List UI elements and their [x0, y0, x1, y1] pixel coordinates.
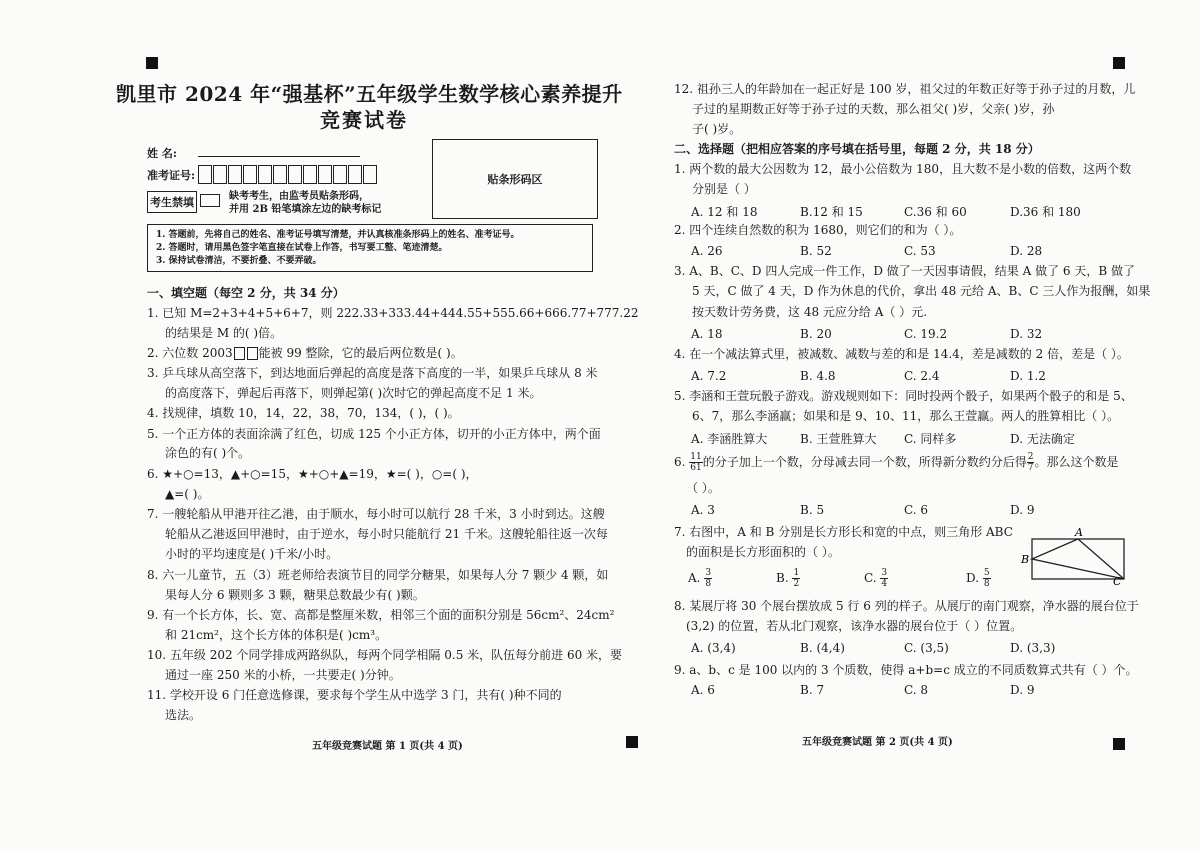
question-line: 12. 祖孙三人的年龄加在一起正好是 100 岁，祖父过的年数正好等于孙子过的月数，儿 — [674, 82, 1136, 96]
name-field[interactable] — [198, 156, 360, 157]
option: C. 8 — [904, 683, 929, 697]
option: B. (4,4) — [800, 641, 845, 655]
option: A. 7.2 — [691, 369, 727, 383]
option: A. 3 — [691, 503, 715, 517]
option: B. 王萱胜算大 — [800, 432, 877, 446]
option: A. 26 — [691, 244, 723, 258]
figure-label-c: C — [1113, 575, 1122, 587]
question-line: 2. 四个连续自然数的积为 1680，则它们的和为（ ）。 — [674, 223, 962, 237]
question-line: 的面积是长方形面积的（ ）。 — [686, 545, 840, 559]
option: D.36 和 180 — [1010, 205, 1081, 219]
question-line: 分别是（ ） — [692, 182, 756, 196]
notice-box: 1. 答题前，先将自己的姓名、准考证号填写清楚，并认真核准条形码上的姓名、准考证号。 2. 答题时，请用黑色签字笔直接在试卷上作答，书写要工整、笔迹清楚。 3. 保持试卷清洁，不要折叠、不要弄破。 — [147, 224, 593, 272]
option: D. 1.2 — [1010, 369, 1046, 383]
question-line: 11. 学校开设 6 门任意选修课，要求每个学生从中选学 3 门，共有( )种不同的 — [147, 688, 562, 702]
question-line: 1. 已知 M=2+3+4+5+6+7，则 222.33+333.44+444.55+555.66+666.77+777.22 — [147, 306, 639, 320]
registration-mark-bottom-mid — [626, 736, 638, 748]
option: B. 52 — [800, 244, 832, 258]
registration-mark-top-left — [146, 57, 158, 69]
option: B. 20 — [800, 327, 832, 341]
question-line: 2. 六位数 2003 能被 99 整除，它的最后两位数是( )。 — [147, 346, 463, 360]
option: C. 同样多 — [904, 432, 957, 446]
question-line: 10. 五年级 202 个同学排成两路纵队，每两个同学相隔 0.5 米，队伍每分前进 60 米，要 — [147, 648, 623, 662]
question-line: 5 天，C 做了 4 天，D 作为休息的代价，拿出 48 元给 A、B、C 三人作为报酬，如果 — [692, 284, 1151, 298]
question-line: 6、7，那么李涵赢；如果和是 9、10、11，那么王萱赢。两人的胜算相比（ ）。 — [692, 409, 1120, 423]
question-line: 选法。 — [165, 708, 202, 722]
option: C. 6 — [904, 503, 929, 517]
option: B. $\frac{1}{2}$ — [776, 568, 800, 589]
question-line: 5. 李涵和王萱玩骰子游戏。游戏规则如下：同时投两个骰子，如果两个骰子的和是 5、 — [674, 389, 1133, 403]
option: A. (3,4) — [691, 641, 736, 655]
page-footer: 五年级竞赛试题 第 2 页(共 4 页) — [802, 737, 953, 748]
option: A. 12 和 18 — [691, 205, 758, 219]
exam-number-label: 准考证号: — [147, 169, 196, 182]
option: C. (3,5) — [904, 641, 949, 655]
option: C. 19.2 — [904, 327, 948, 341]
digit-box — [247, 347, 258, 360]
section1-heading: 一、填空题（每空 2 分，共 34 分） — [147, 286, 345, 300]
option: A. $\frac{3}{8}$ — [688, 568, 712, 589]
question-line: 通过一座 250 米的小桥，一共要走( )分钟。 — [165, 668, 401, 682]
question-line: 按天数计劳务费，这 48 元应分给 A（ ）元. — [692, 305, 928, 319]
question-line: 子过的星期数正好等于孙子过的天数，那么祖父( )岁，父亲( )岁，孙 — [692, 102, 1055, 116]
registration-mark-bottom-right — [1113, 738, 1125, 750]
question-line: 8. 某展厅将 30 个展台摆放成 5 行 6 列的样子。从展厅的南门观察，净水器的展台位于 — [674, 599, 1139, 613]
absent-label: 考生禁填 — [147, 191, 197, 213]
option: D. 9 — [1010, 683, 1035, 697]
absent-instructions: 缺考考生，由监考员贴条形码， 并用 2B 铅笔填涂左边的缺考标记 — [229, 191, 382, 215]
fraction: $\frac{11}{61}$ — [690, 452, 702, 473]
option: A. 李涵胜算大 — [691, 432, 768, 446]
question-line: 8. 六一儿童节，五（3）班老师给表演节目的同学分糖果，如果每人分 7 颗少 4 颗，如 — [147, 568, 609, 582]
option: B. 7 — [800, 683, 825, 697]
barcode-area: 贴条形码区 — [432, 139, 598, 219]
name-label: 姓 名: — [147, 147, 177, 160]
registration-mark-top-right — [1113, 57, 1125, 69]
question-line: 子( )岁。 — [692, 122, 742, 136]
question-line: 3. A、B、C、D 四人完成一件工作，D 做了一天因事请假，结果 A 做了 6 天，B 做了 — [674, 264, 1135, 278]
exam-title: 凯里市 2024 年“强基杯”五年级学生数学核心素养提升 — [116, 82, 623, 106]
option: B.12 和 15 — [800, 205, 863, 219]
question-line: 7. 一艘轮船从甲港开往乙港，由于顺水，每小时可以航行 28 千米，3 小时到达。这艘 — [147, 507, 605, 521]
page-footer: 五年级竞赛试题 第 1 页(共 4 页) — [312, 741, 463, 752]
figure-label-b: B — [1021, 553, 1030, 566]
digit-box — [234, 347, 245, 360]
question-line: 轮船从乙港返回甲港时，由于逆水，每小时只能航行 21 千米。这艘轮船往返一次每 — [165, 527, 608, 541]
option: D. 9 — [1010, 503, 1035, 517]
question-line: 6. ★+○=13，▲+○=15，★+○+▲=19，★=( )，○=( )， — [147, 467, 478, 481]
rectangle-triangle-figure — [1018, 525, 1128, 587]
question-line: 果每人分 6 颗则多 3 颗，糖果总数最少有( )颗。 — [165, 588, 425, 602]
fraction: $\frac{2}{7}$ — [1027, 452, 1034, 473]
option: D. 无法确定 — [1010, 432, 1075, 446]
option: A. 18 — [691, 327, 723, 341]
absent-checkbox[interactable] — [200, 194, 220, 207]
option: C. $\frac{3}{4}$ — [864, 568, 888, 589]
question-line: 7. 右图中，A 和 B 分别是长方形长和宽的中点，则三角形 ABC — [674, 525, 1013, 539]
question-line: 1. 两个数的最大公因数为 12，最小公倍数为 180，且大数不是小数的倍数，这两个数 — [674, 162, 1132, 176]
option: D. (3,3) — [1010, 641, 1056, 655]
option: C. 2.4 — [904, 369, 940, 383]
option: D. 32 — [1010, 327, 1043, 341]
option: C. 53 — [904, 244, 936, 258]
option: B. 4.8 — [800, 369, 836, 383]
exam-subtitle: 竞赛试卷 — [320, 108, 408, 132]
question-line: (3,2) 的位置，若从北门观察，该净水器的展台位于（ ）位置。 — [686, 619, 1023, 633]
question-line: 4. 找规律，填数 10，14，22，38，70，134，( )，( )。 — [147, 406, 460, 420]
exam-number-boxes[interactable] — [198, 165, 378, 184]
question-line: 6. $\frac{11}{61}$ 的分子加上一个数，分母减去同一个数，所得新分数约分后得 $\frac{2}{7}$ 。那么这个数是 — [674, 452, 1119, 473]
question-line: 涂色的有( )个。 — [165, 446, 251, 460]
section2-heading: 二、选择题（把相应答案的序号填在括号里，每题 2 分，共 18 分） — [674, 142, 1040, 156]
option: C.36 和 60 — [904, 205, 967, 219]
question-line: ▲=( )。 — [165, 487, 210, 501]
question-line: （ ）。 — [686, 481, 720, 495]
question-line: 小时的平均速度是( )千米/小时。 — [165, 547, 339, 561]
option: D. 28 — [1010, 244, 1043, 258]
question-line: 的结果是 M 的( )倍。 — [165, 326, 283, 340]
question-line: 的高度落下，弹起后再落下，则弹起第( )次时它的弹起高度不足 1 米。 — [165, 386, 542, 400]
option: D. $\frac{5}{8}$ — [966, 568, 990, 589]
question-line: 5. 一个正方体的表面涂满了红色，切成 125 个小正方体，切开的小正方体中，两个面 — [147, 427, 601, 441]
question-line: 3. 乒乓球从高空落下，到达地面后弹起的高度是落下高度的一半，如果乒乓球从 8 米 — [147, 366, 598, 380]
question-line: 和 21cm²，这个长方体的体积是( )cm³。 — [165, 628, 388, 642]
figure-label-a: A — [1075, 526, 1083, 539]
question-line: 9. 有一个长方体，长、宽、高都是整厘米数，相邻三个面的面积分别是 56cm²、24cm² — [147, 608, 615, 622]
question-line: 4. 在一个减法算式里，被减数、减数与差的和是 14.4，差是减数的 2 倍，差是（ ）。 — [674, 347, 1129, 361]
question-line: 9. a、b、c 是 100 以内的 3 个质数，使得 a+b=c 成立的不同质数算式共有（ ）个。 — [674, 663, 1138, 677]
option: B. 5 — [800, 503, 825, 517]
option: A. 6 — [691, 683, 715, 697]
